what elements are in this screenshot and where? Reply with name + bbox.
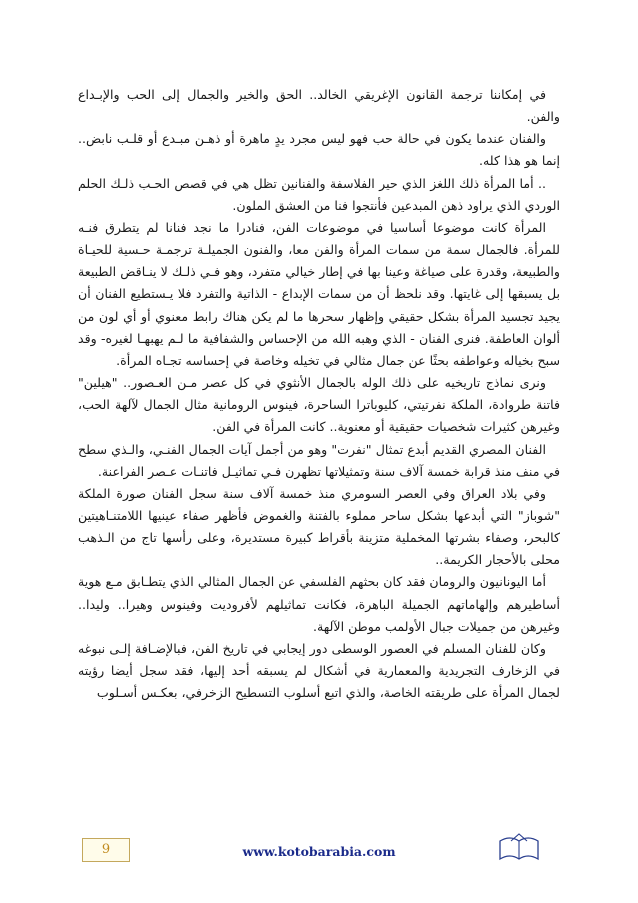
paragraph: ونرى نماذج تاريخيه على ذلك الوله بالجمال الأنثوي في كل عصر مـن العـصور.. "هيلين" فاتنة طروادة، الملكة نفرتيتي، كليوباترا الساحرة، فينوس الرومانية مثال الجمال لآلهة الحب، وغيرهن كثيرات شخصيات حقيقية أو معنوية.. كانت المرأة في الفن. (78, 375, 560, 435)
paragraph: المرأة كانت موضوعا أساسيا في موضوعات الفن، فنادرا ما نجد فنانا لم يتطرق فنـه للمرأة. فالجمال سمة من سمات المرأة والفن معا، والفنون الجميلـة ترجمـة حـسية للحيـاة والطبيعة، وقدرة على صياغة وعينا بها في إطار خيالي متفرد، وهو فـي ذلـك لا ينـاقض الطبيعة بل يسبقها إلى غايتها. وقد نلحظ أن من سمات الإبداع - الذاتية والتفرد فلا يـستطيع الفنان أن يجيد تجسيد المرأة بشكل حقيقي وإظهار سحرها ما لم يكن هناك رابط معنوي أو أي لون من ألوان العاطفة. فنرى الفنان - الذي وهبه الله من الإحساس والشفافية ما لـم يهبهـا لغيره- وقد سبح بخياله وعواطفه بحثًا عن جمال مثالي في تخيله وخاصة في إحساسه تجـاه المرأة. (78, 219, 560, 368)
paragraph: وكان للفنان المسلم في العصور الوسطى دور إيجابي في تاريخ الفن، فبالإضـافة إلـى نبوغه في الزخارف التجريدية والمعمارية في أشكال لم يسبقه أحد إليها، فقد سجل أيضا رؤيته لجمال المرأة على طريقته الخاصة، والذي اتبع أسلوب التسطيح الزخرفي، بعكـس أسـلوب (78, 640, 560, 701)
page-number: 9 (82, 838, 130, 862)
paragraph: والفنان عندما يكون في حالة حب فهو ليس مجرد يدٍ ماهرة أو ذهـن مبـدع أو قلـب نابض.. إنما هو هذا كله. (78, 131, 560, 169)
paragraph: في إمكاننا ترجمة القانون الإغريقي الخالد.. الحق والخير والجمال إلى الحب والإبـداع والفن. (78, 87, 560, 125)
paragraph: أما اليونانيون والرومان فقد كان بحثهم الفلسفي عن الجمال المثالي الذي يتطـابق مـع هوية أساطيرهم وإلهاماتهم الجميلة الباهرة، فكانت تماثيلهم لأفروديت وفينوس وهيرا.. وليدا.. وغيرهن من جميلات جبال الأولمب موطن الآلهة. (78, 574, 560, 634)
book-icon (497, 832, 541, 862)
page-footer (0, 838, 638, 868)
body-text (78, 84, 560, 704)
paragraph: الفنان المصري القديم أبدع تمثال "نفرت" وهو من أجمل آيات الجمال الفنـي، والـذي سطح في منف منذ قرابة خمسة آلاف سنة وتمثيلاتها تظهرن فـي تماثيـل فاتنـات عـصر الفراعنة. (78, 441, 560, 479)
paragraph: .. أما المرأة ذلك اللغز الذي حير الفلاسفة والفنانين تظل هي في قصص الحـب ذلـك الحلم الوردي الذي يراود ذهن المبدعين فأنتجوا فنا من العشق الملون. (78, 175, 560, 213)
website-link[interactable]: www.kotobarabia.com (242, 844, 396, 859)
paragraph: وفي بلاد العراق وفي العصر السومري منذ خمسة آلاف سنة سجل الفنان صورة الملكة "شوباز" التي أبدعها بشكل ساحر مملوء بالفتنة والغموض فأظهر صفاء عينيها اللامتنـاهيتين كالبحر، وصفاء بشرتها المخملية متزينة بأقراط كبيرة مستديرة، وعلى رأسها تاج من الـذهب محلى بالأحجار الكريمة.. (78, 485, 560, 568)
